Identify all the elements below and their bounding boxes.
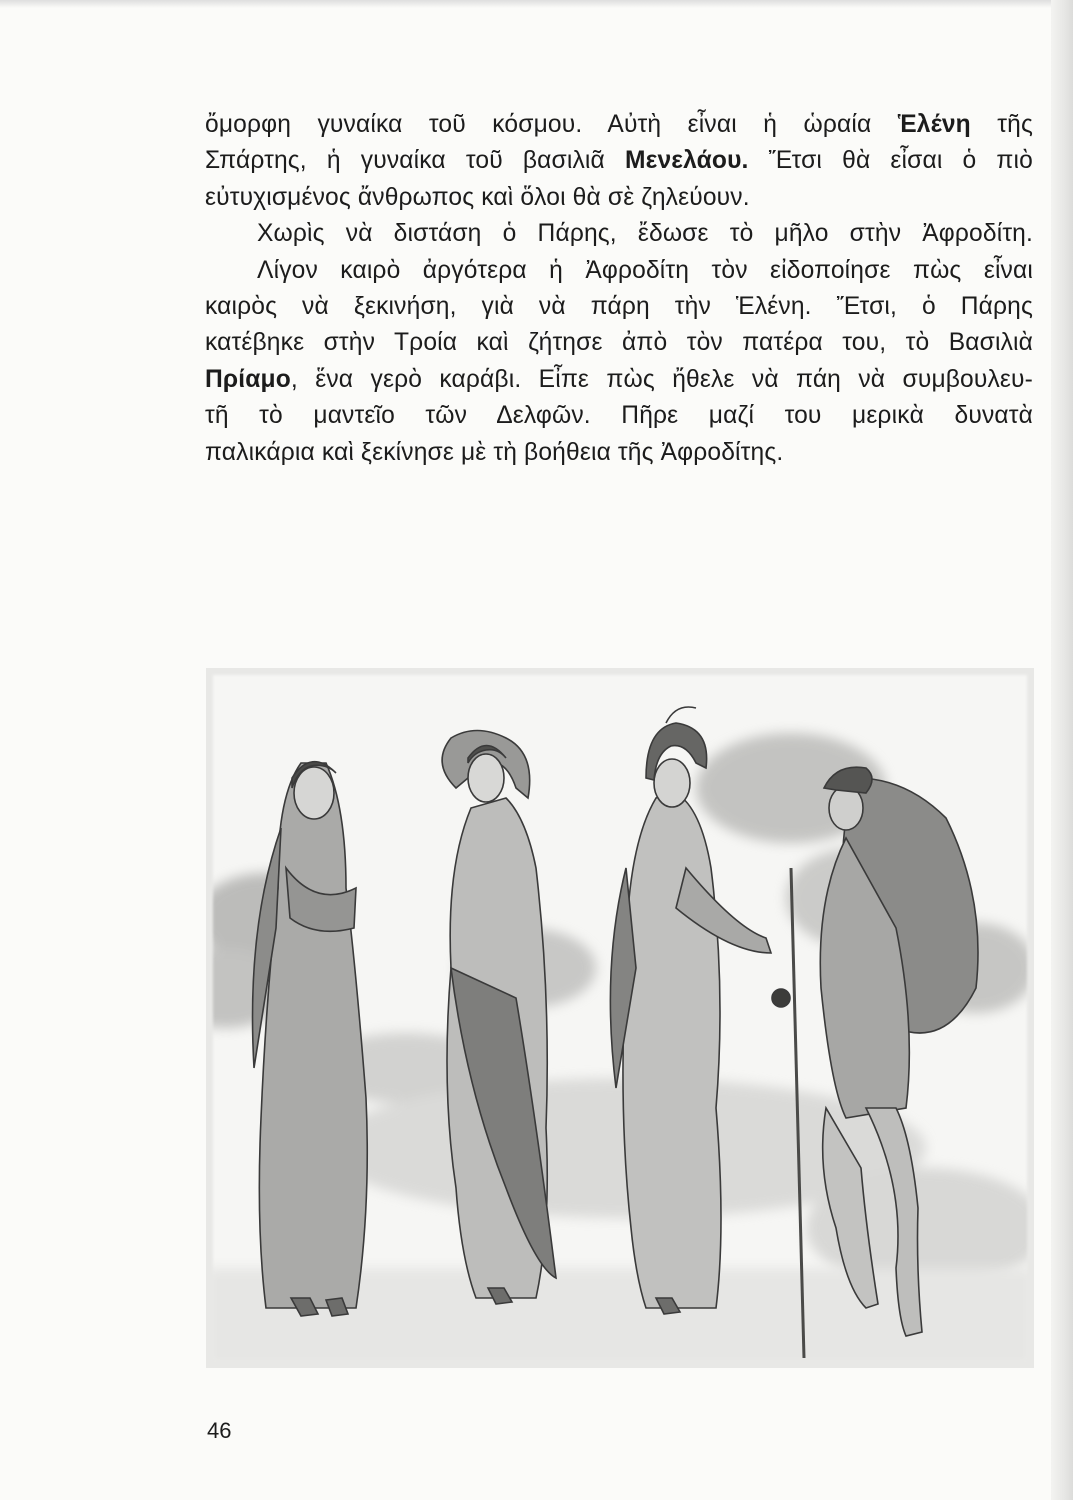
text-line-5: Λίγον καιρὸ ἀργότερα ἡ Ἀφροδίτη τὸν εἰδοποίησε πὼς εἶναι: [257, 256, 1033, 284]
text-line-8: [205, 362, 1033, 398]
page-number: 46: [207, 1418, 232, 1443]
text-line-3: εὐτυχισμένος ἄνθρωπος καὶ ὅλοι θὰ σὲ ζηλεύουν.: [205, 183, 750, 211]
illustration-drawing: [206, 668, 1034, 1368]
text-line-8-end: , ἕνα γερὸ καράβι. Εἶπε πὼς ἤθελε νὰ πάη νὰ συμβουλευ-: [290, 365, 1033, 393]
name-eleni: Ἑλένη: [897, 111, 971, 138]
text-line-1-end: τῆς: [970, 111, 1033, 138]
text-line-1-start: ὄμορφη γυναίκα τοῦ κόσμου. Αὐτὴ εἶναι ἡ ὡραία: [205, 111, 898, 138]
text-line-1: [205, 107, 1033, 143]
figure-hera: [253, 762, 368, 1316]
text-line-4: Χωρὶς νὰ διστάση ὁ Πάρης, ἔδωσε τὸ μῆλο στὴν Ἀφροδίτη.: [257, 220, 1033, 248]
figure-aphrodite: [442, 731, 556, 1305]
text-line-2: [205, 143, 1033, 179]
page-binding-edge: [1051, 0, 1073, 1500]
illustration-judgment-of-paris: [206, 668, 1034, 1368]
text-line-9: τῆ τὸ μαντεῖο τῶν Δελφῶν. Πῆρε μαζί του μερικὰ δυνατὰ: [205, 402, 1033, 430]
text-line-2-start: Σπάρτης, ἡ γυναίκα τοῦ βασιλιᾶ: [205, 147, 625, 175]
story-text: [205, 107, 1033, 471]
text-line-10: παλικάρια καὶ ξεκίνησε μὲ τὴ βοήθεια τῆς Ἀφροδίτης.: [205, 438, 784, 466]
text-line-7: κατέβηκε στὴν Τροία καὶ ζήτησε ἀπὸ τὸν πατέρα του, τὸ Βασιλιὰ: [205, 329, 1033, 357]
name-priamo: Πρίαμο: [205, 365, 291, 393]
text-line-2-end: Ἔτσι θὰ εἶσαι ὁ πιὸ: [748, 147, 1033, 175]
page-top-edge: [0, 0, 1060, 8]
name-menelaou: Μενελάου.: [625, 147, 749, 175]
text-line-6: καιρὸς νὰ ξεκινήση, γιὰ νὰ πάρη τὴν Ἑλένη. Ἔτσι, ὁ Πάρης: [205, 293, 1033, 321]
